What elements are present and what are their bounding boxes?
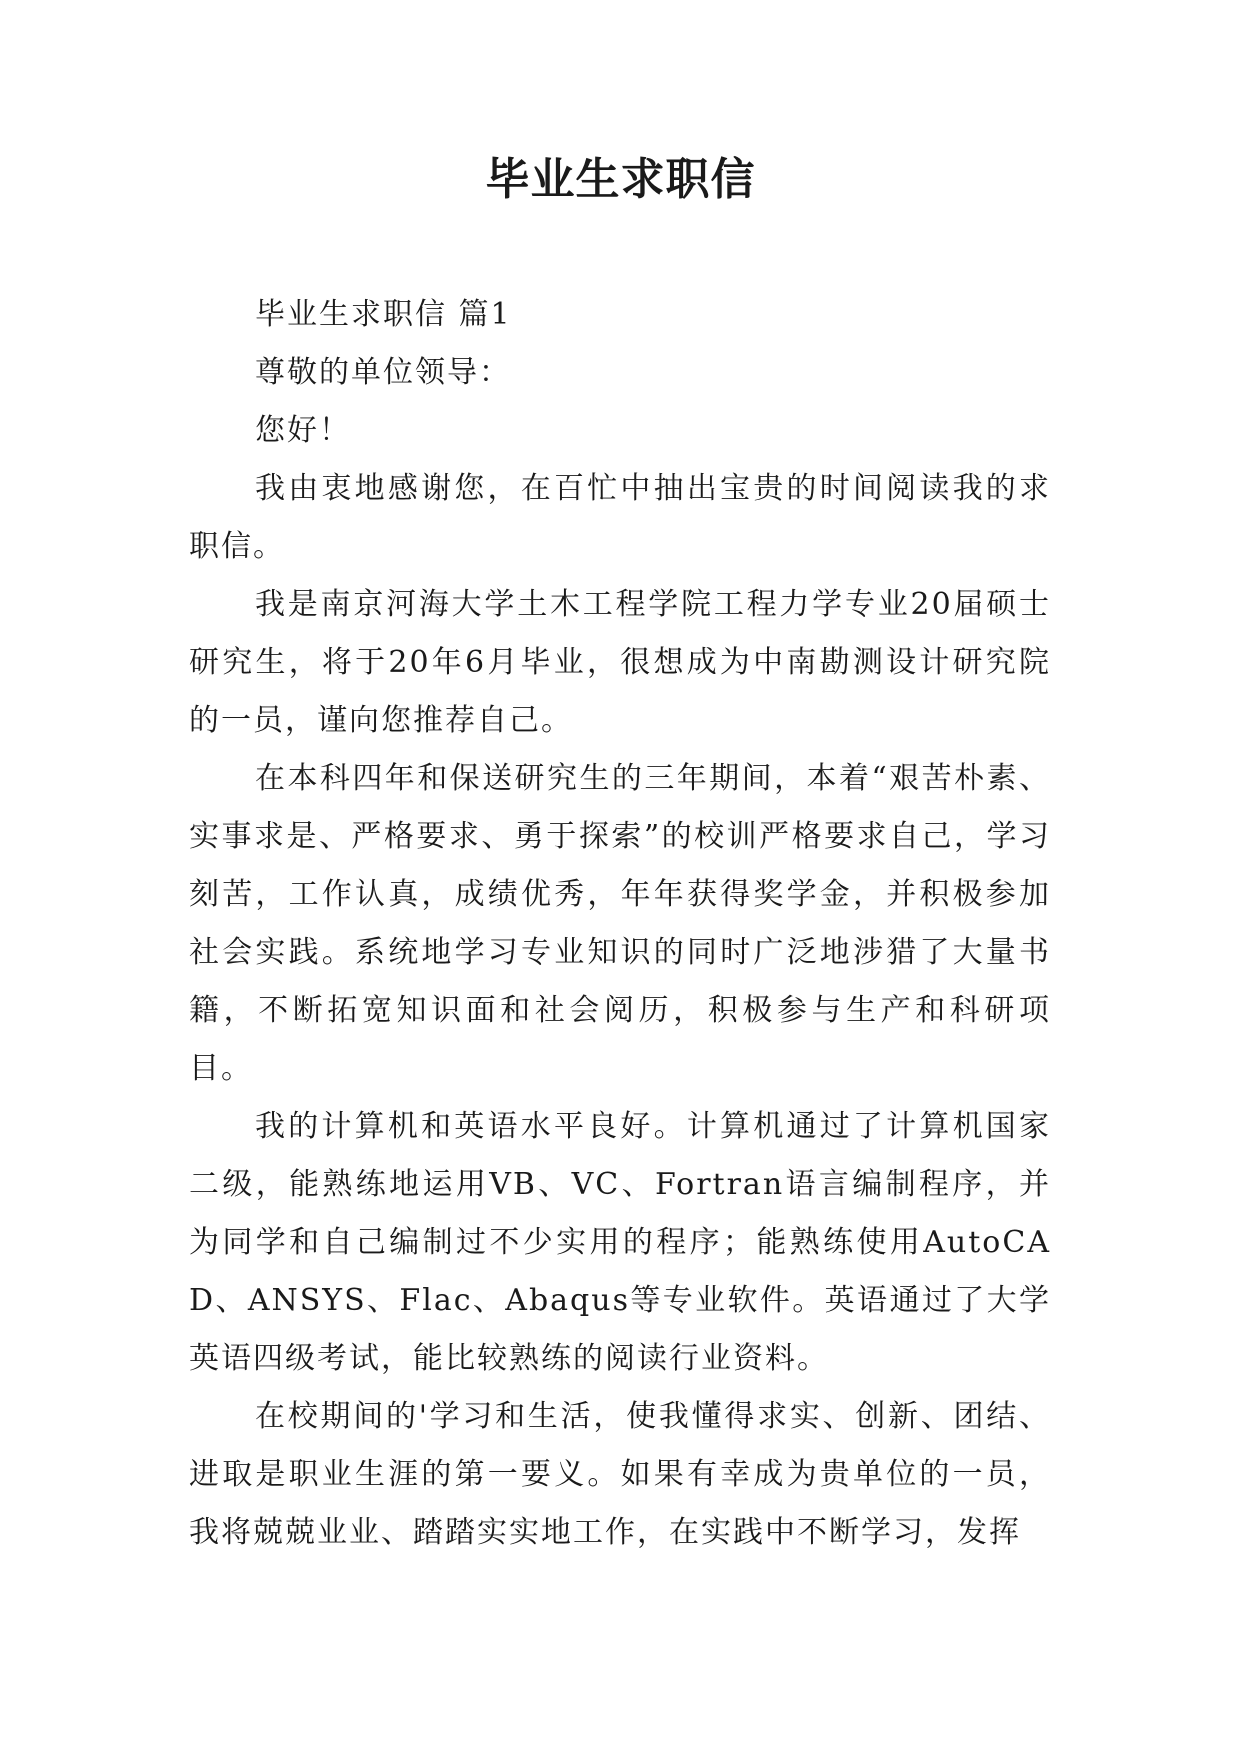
document-body (189, 286, 1051, 1562)
paragraph-thanks: 我由衷地感谢您，在百忙中抽出宝贵的时间阅读我的求职信。 (189, 471, 1051, 564)
paragraph-study: 在本科四年和保送研究生的三年期间，本着“艰苦朴素、实事求是、严格要求、勇于探索”的校训严格要求自己，学习刻苦，工作认真，成绩优秀，年年获得奖学金，并积极参加社会实践。系统地学习专业知识的同时广泛地涉猎了大量书籍，不断拓宽知识面和社会阅历，积极参与生产和科研项目。 (189, 761, 1051, 1086)
section-heading: 毕业生求职信 篇1 (255, 297, 512, 332)
document-title: 毕业生求职信 (485, 154, 756, 205)
paragraph-skills: 我的计算机和英语水平良好。计算机通过了计算机国家二级，能熟练地运用VB、VC、Fortran语言编制程序，并为同学和自己编制过不少实用的程序；能熟练使用AutoCAD、ANSYS、Flac、Abaqus等专业软件。英语通过了大学英语四级考试，能比较熟练的阅读行业资料。 (189, 1109, 1051, 1376)
paragraph-introduction: 我是南京河海大学土木工程学院工程力学专业20届硕士研究生，将于20年6月毕业，很想成为中南勘测设计研究院的一员，谨向您推荐自己。 (189, 587, 1051, 738)
greeting: 您好！ (255, 413, 351, 448)
paragraph-campus-life: 在校期间的'学习和生活，使我懂得求实、创新、团结、进取是职业生涯的第一要义。如果有幸成为贵单位的一员，我将兢兢业业、踏踏实实地工作，在实践中不断学习，发挥 (189, 1399, 1051, 1550)
salutation: 尊敬的单位领导： (255, 355, 511, 390)
